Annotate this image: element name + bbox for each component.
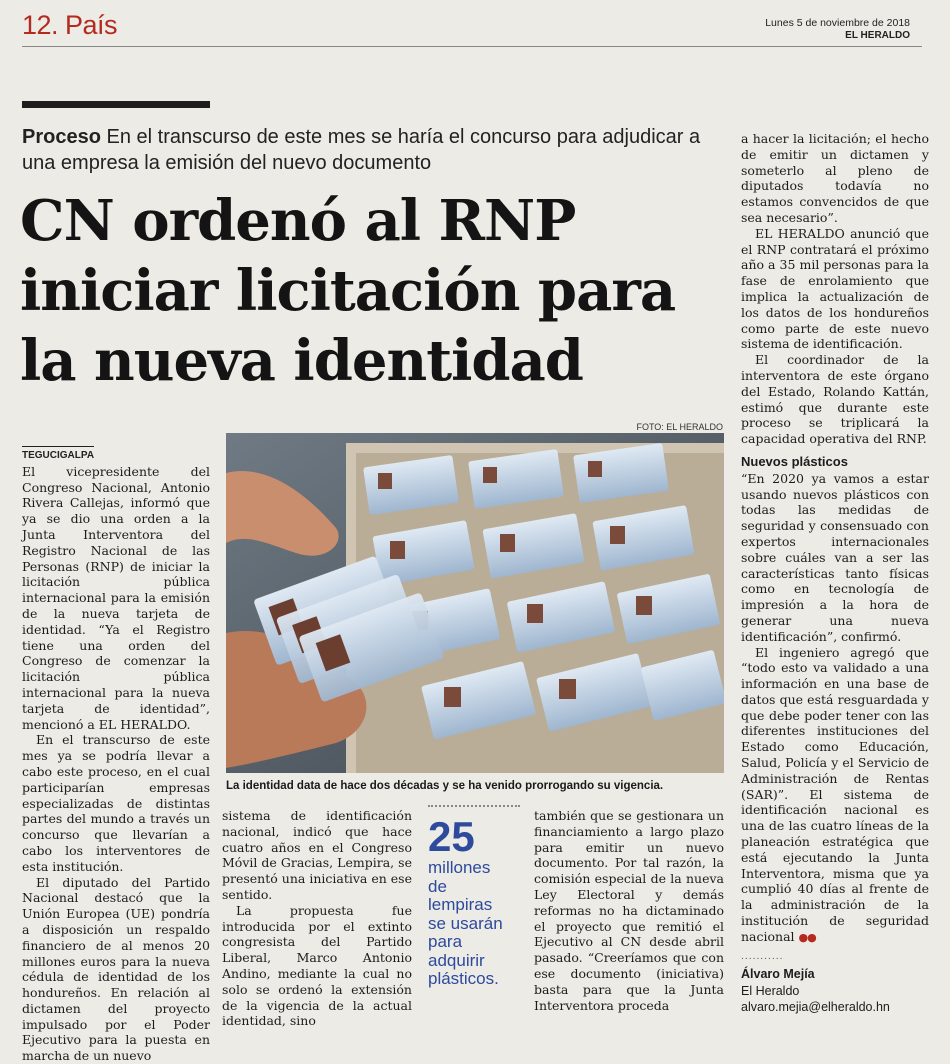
fact-line: millones [428, 858, 491, 877]
paragraph: también que se gestionara un financiamiento a largo plazo para emitir un nuevo documento. Por tal razón, la comisión especial de la nueva Ley Electoral y demás reformas no ha dictaminado el proyecto que remitió el Ejecutivo al CN desde abril pasado. “Creeríamos que con ese documento (iniciativa) basta para que la Junta Interventora proceda [534, 808, 724, 1013]
fact-line: adquirir [428, 950, 485, 970]
fact-line: para [428, 932, 463, 951]
article-column-4 [534, 808, 724, 1013]
article-column-3 [222, 808, 412, 1029]
kicker-label: Proceso [22, 126, 101, 148]
fact-line: lempiras [428, 895, 493, 914]
article-column-5 [741, 131, 929, 1015]
issue-date: Lunes 5 de noviembre de 2018 [765, 17, 910, 29]
id-cards-photo-illustration [226, 433, 724, 773]
fact-line: se usarán [428, 913, 503, 933]
fact-number: 25 [428, 813, 475, 860]
headline-line-3: la nueva identidad [20, 328, 583, 394]
fact-line: plásticos. [428, 969, 499, 988]
headline-line-1: CN ordenó al RNP [20, 188, 576, 254]
kicker [22, 124, 722, 176]
headline-line-2: iniciar licitación para [20, 258, 676, 324]
headline [20, 186, 740, 396]
paragraph-text: El ingeniero agregó que “todo esto va validado a una información en una base de datos que está resguardada y que debe poder tener con las diferentes instituciones del Estado como Educación, Salud, Policía y el Servicio de Administración de Rentas (SAR)”. El sistema de identificación nacional es una de las cuatro líneas de la planeación estratégica que está ejecutando la Junta Interventora, misma que ya cumplió 40 días al frente de la administración de la institución de seguridad nacional [741, 644, 929, 944]
paragraph: EL HERALDO anunció que el RNP contratará el próximo año a 35 mil personas para la fase de enrolamiento que implica la actualización de los datos de los hondureños como parte de este nuevo sistema de identificación. [741, 225, 929, 352]
newspaper-name: EL HERALDO [845, 30, 910, 41]
article-photo [226, 433, 724, 773]
kicker-text: En el transcurso de este mes se haría el concurso para adjudicar a una empresa la emisión del nuevo documento [22, 126, 701, 174]
paragraph: La propuesta fue introducida por el extinto congresista del Partido Liberal, Marco Antonio Andino, mediante la cual no solo se ordenó la extensión de la vigencia de la actual identidad, sino [222, 902, 412, 1029]
author-divider: ........... [741, 951, 784, 962]
author-email: alvaro.mejia@elheraldo.hn [741, 1000, 890, 1015]
end-mark-icon: ●● [798, 930, 816, 944]
paragraph: “En 2020 ya vamos a estar usando nuevos plásticos con todas las medidas de seguridad y consensuado con expertos internacionales sobre cuáles van a ser las características tanto físicas como en tecnología de impresión a la hora de generar una nueva identificación”, confirmó. [741, 470, 929, 644]
author-name: Álvaro Mejía [741, 967, 815, 982]
paragraph: El vicepresidente del Congreso Nacional, Antonio Rivera Callejas, informó que ya se dio una orden a la Junta Interventora del Registro Nacional de las Personas (RNP) de iniciar la licitación pública internacional para la emisión de la nueva tarjeta de identidad. “Ya el Registro tiene una orden del Congreso de comenzar la licitación pública internacional para la nueva tarjeta de identidad”, mencionó a EL HERALDO. [22, 463, 210, 732]
subheading: Nuevos plásticos [741, 453, 848, 469]
paragraph: El coordinador de la interventora de este órgano del Estado, Rolando Kattán, estimó que durante este proceso se triplicará la capacidad operativa del RNP. [741, 352, 929, 447]
section-bar [22, 101, 210, 108]
photo-caption: La identidad data de hace dos décadas y se ha venido prorrogando su vigencia. [226, 780, 664, 792]
photo-credit: FOTO: EL HERALDO [636, 422, 723, 432]
fact-line: de [428, 876, 447, 896]
paragraph: En el transcurso de este mes ya se podría llevar a cabo este proceso, en el cual participarían empresas especializadas de distintas partes del mundo a través un concurso que llevarían a cabo los interventores de esta institución. [22, 732, 210, 874]
article-column-1 [22, 446, 210, 1064]
author-paper: El Heraldo [741, 984, 800, 999]
dateline: TEGUCIGALPA [22, 446, 94, 464]
paragraph: a hacer la licitación; el hecho de emitir un dictamen y someterlo al pleno de diputados todavía no estamos convencidos de que sea necesario”. [741, 131, 929, 225]
paragraph: El diputado del Partido Nacional destacó que la Unión Europea (UE) pondría a disposición un respaldo financiero de al menos 20 millones euros para la nueva cédula de identidad de los hondureños. En relación al dictamen del proyecto impulsado por el Poder Ejecutivo para la puesta en marcha de un nuevo [22, 874, 210, 1064]
section-title: 12. País [22, 10, 118, 40]
paragraph [741, 645, 929, 946]
paragraph: sistema de identificación nacional, indicó que hace cuatro años en el Congreso Móvil de Gracias, Lempira, se presentó una iniciativa en ese sentido. [222, 808, 412, 902]
fact-box-divider [428, 805, 520, 807]
fact-box [428, 805, 524, 989]
header-rule [22, 46, 922, 47]
